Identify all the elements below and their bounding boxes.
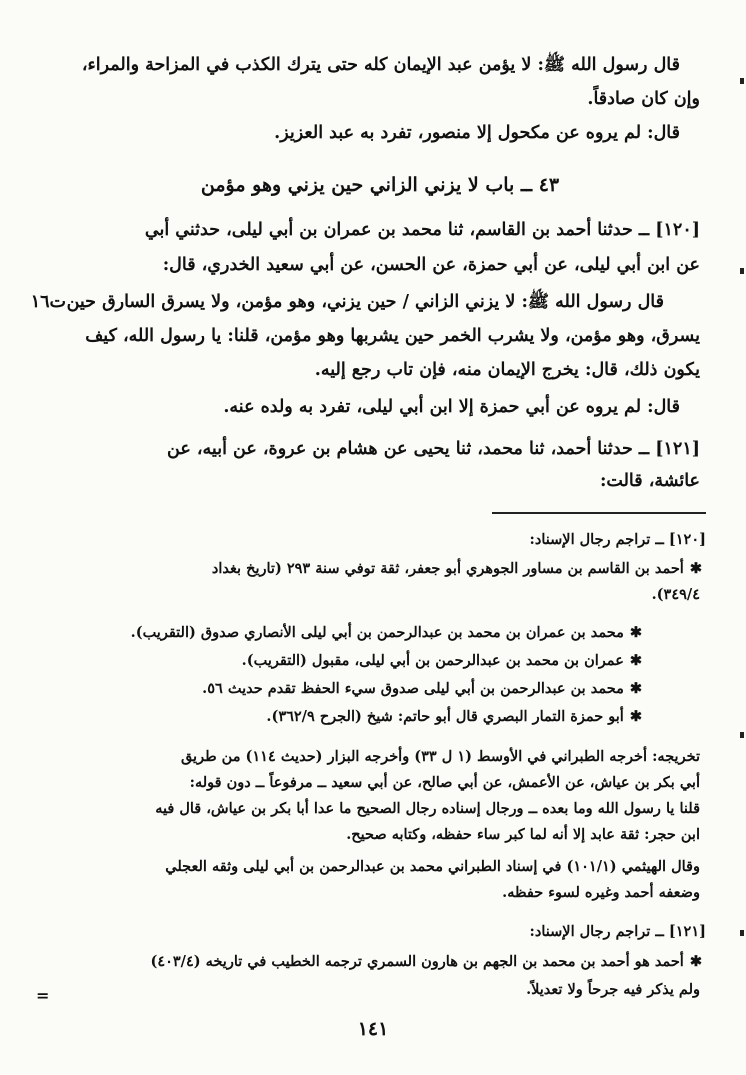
p4-line1: قال رسول الله ﷺ: لا يزني الزاني / حين يزني، وهو مؤمن، ولا يسرق السارق حين <box>66 292 664 312</box>
fn120-bullet1-line1 <box>42 557 702 581</box>
takhrij-line4: ابن حجر: ثقة عابد إلا أنه لما كبر ساء حفظه، وكتابه صحيح. <box>346 826 700 843</box>
p1-line2: وإن كان صادقاً. <box>587 89 700 109</box>
asterisk-icon: ✱ <box>629 708 642 725</box>
fn120-b4-text: محمد بن عبدالرحمن بن أبي ليلى صدوق سيء الحفظ تقدم حديث ٥٦. <box>202 680 624 697</box>
takhrij-line3: قلنا يا رسول الله وما بعده ــ ورجال إسناده رجال الصحيح ما عدا أبا بكر بن عياش، قال فيه <box>155 800 700 817</box>
takhrij-line2: أبي بكر بن عياش، عن الأعمش، عن أبي صالح، عن أبي سعيد ــ مرفوعاً ــ دون قوله: <box>189 774 700 791</box>
fn120-b3-text: عمران بن محمد بن عبدالرحمن بن أبي ليلى، مقبول (التقريب). <box>241 652 624 669</box>
equals-mark: = <box>36 986 50 1005</box>
fn120-title: [١٢٠] ــ تراجم رجال الإسناد: <box>529 531 706 548</box>
fn120-bullet2 <box>42 621 642 645</box>
p4-line2: يسرق، وهو مؤمن، ولا يشرب الخمر حين يشربها وهو مؤمن، قلنا: يا رسول الله، كيف <box>85 326 700 346</box>
p3-line2: عن ابن أبي ليلى، عن أبي حمزة، عن الحسن، عن أبي سعيد الخدري، قال: <box>162 255 700 275</box>
margin-mark <box>740 732 744 738</box>
p4-margin-ref: ت١٦ <box>30 292 66 312</box>
fn120-b5-text: أبو حمزة التمار البصري قال أبو حاتم: شيخ (الجرح ٣٦٢/٩). <box>266 708 624 725</box>
takhrij-line6: وضعفه أحمد وغيره لسوء حفظه. <box>502 884 700 901</box>
fn121-b1-text: أحمد هو أحمد بن محمد بن الجهم بن هارون السمري ترجمه الخطيب في تاريخه (٤٠٣/٤) <box>150 953 684 970</box>
fn121-bullet1-line1 <box>42 950 702 974</box>
takhrij-line1: تخريجه: أخرجه الطبراني في الأوسط (١ ل ٣٣) وأخرجه البزار (حديث ١١٤) من طريق <box>180 748 700 765</box>
fn120-bullet3 <box>42 649 642 673</box>
page-number: ١٤١ <box>357 1018 389 1040</box>
p6-line1: [١٢١] ــ حدثنا أحمد، ثنا محمد، ثنا يحيى عن هشام بن عروة، عن أبيه، عن <box>167 439 700 459</box>
fn120-b2-text: محمد بن عمران بن محمد بن عبدالرحمن بن أبي ليلى الأنصاري صدوق (التقريب). <box>130 624 624 641</box>
chapter-heading: ٤٣ ــ باب لا يزني الزاني حين يزني وهو مؤمن <box>200 174 560 196</box>
asterisk-icon: ✱ <box>629 680 642 697</box>
fn121-title: [١٢١] ــ تراجم رجال الإسناد: <box>529 923 706 940</box>
p3-line1: [١٢٠] ــ حدثنا أحمد بن القاسم، ثنا محمد بن عمران بن أبي ليلى، حدثني أبي <box>144 220 700 240</box>
p2-paragraph: قال: لم يروه عن مكحول إلا منصور، تفرد به عبد العزيز. <box>274 123 680 143</box>
margin-mark <box>740 268 744 274</box>
takhrij-line5: وقال الهيثمي (١٠١/١) في إسناد الطبراني محمد بن عبدالرحمن بن أبي ليلى وثقه العجلي <box>165 858 700 875</box>
footnote-rule <box>492 512 706 514</box>
asterisk-icon: ✱ <box>629 624 642 641</box>
p6-line2: عائشة، قالت: <box>599 471 700 491</box>
margin-mark <box>740 78 744 84</box>
fn120-bullet1-line2: ٣٤٩/٤). <box>651 586 700 603</box>
asterisk-icon: ✱ <box>629 652 642 669</box>
p1-line1: قال رسول الله ﷺ: لا يؤمن عبد الإيمان كله حتى يترك الكذب في المزاحة والمراء، <box>81 55 680 75</box>
fn120-b1-text: أحمد بن القاسم بن مساور الجوهري أبو جعفر، ثقة توفي سنة ٢٩٣ (تاريخ بغداد <box>211 560 684 577</box>
asterisk-icon: ✱ <box>689 953 702 970</box>
p4-line3: يكون ذلك، قال: يخرج الإيمان منه، فإن تاب رجع إليه. <box>314 360 700 380</box>
fn121-bullet1-line2: ولم يذكر فيه جرحاً ولا تعديلاً. <box>526 981 700 998</box>
fn120-bullet5 <box>42 705 642 729</box>
p5-paragraph: قال: لم يروه عن أبي حمزة إلا ابن أبي ليلى، تفرد به ولده عنه. <box>223 397 680 417</box>
fn120-bullet4 <box>42 677 642 701</box>
asterisk-icon: ✱ <box>689 560 702 577</box>
margin-mark <box>740 930 744 936</box>
